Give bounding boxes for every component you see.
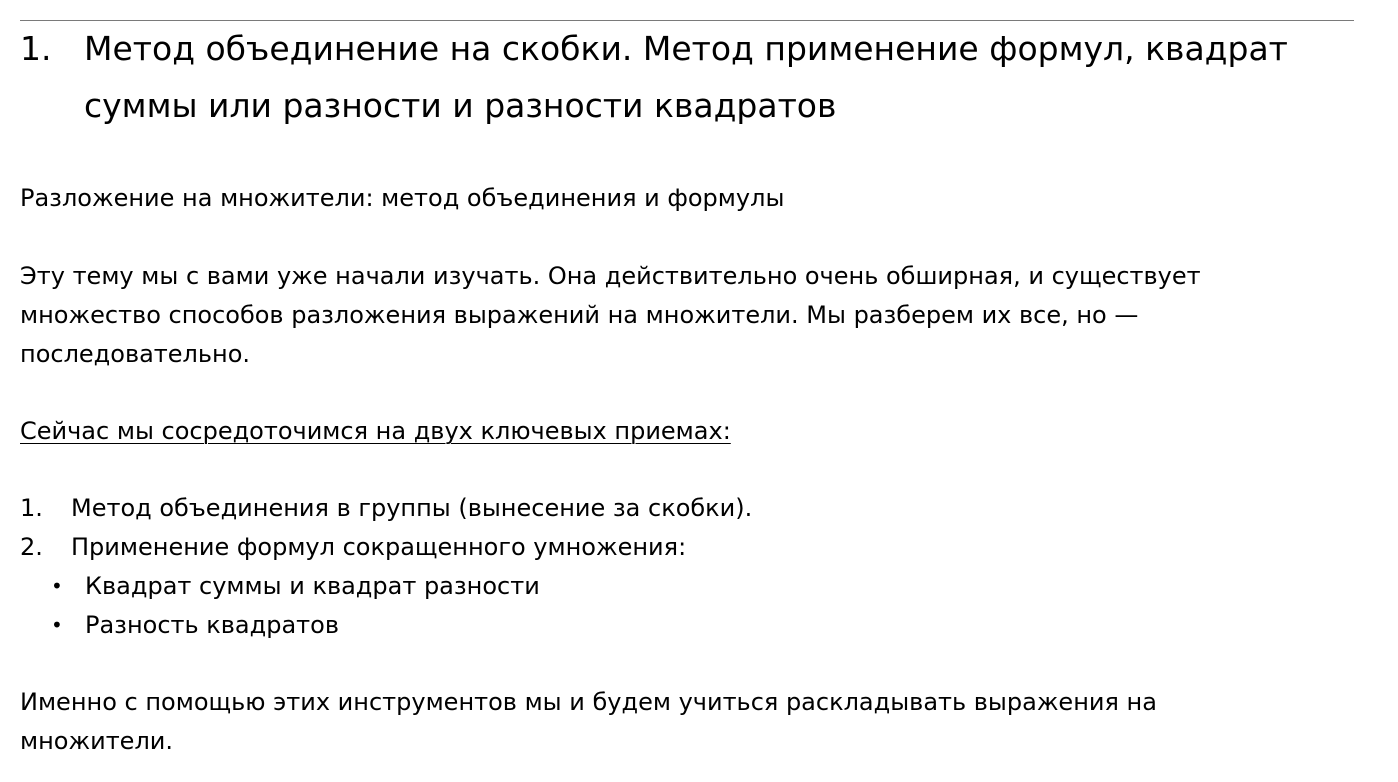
- list-item-number: 2.: [20, 533, 43, 561]
- subtitle: Разложение на множители: метод объединения и формулы: [20, 184, 785, 212]
- list-item-text: Метод объединения в группы (вынесение за скобки).: [71, 494, 753, 522]
- focus-statement: Сейчас мы сосредоточимся на двух ключевых приемах:: [20, 417, 731, 445]
- intro-paragraph: Эту тему мы с вами уже начали изучать. Она действительно очень обширная, и существует множество способов разложения выражений на множители. Мы разберем их все, но — последовательно.: [20, 262, 1201, 368]
- list-item-number: 1.: [20, 494, 43, 522]
- list-item-text: Применение формул сокращенного умножения:: [71, 533, 687, 561]
- section-heading: [20, 20, 1354, 134]
- bullet-marker: •: [51, 574, 63, 598]
- bullet-item: [20, 606, 1350, 645]
- heading-number: 1.: [20, 29, 52, 68]
- bullet-item: [20, 567, 1350, 606]
- closing-paragraph: Именно с помощью этих инструментов мы и будем учиться раскладывать выражения на множители.: [20, 688, 1157, 755]
- list-item: [20, 528, 1350, 567]
- heading-text: Метод объединение на скобки. Метод применение формул, квадрат суммы или разности и разности квадратов: [84, 29, 1288, 125]
- bullet-list: [20, 567, 1350, 645]
- bullet-item-text: Квадрат суммы и квадрат разности: [85, 572, 540, 600]
- bullet-item-text: Разность квадратов: [85, 611, 339, 639]
- list-item: [20, 489, 1350, 528]
- bullet-marker: •: [51, 613, 63, 637]
- numbered-list: [20, 489, 1350, 567]
